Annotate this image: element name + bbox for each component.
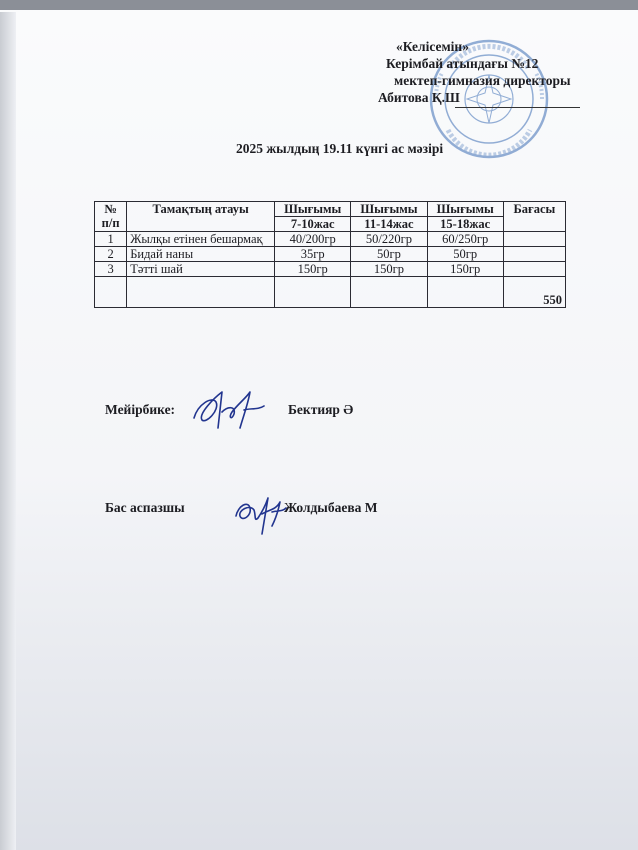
subheader-age-15-18: 15-18жас — [427, 217, 503, 232]
subheader-age-11-14: 11-14жас — [351, 217, 427, 232]
approval-signature-line — [455, 107, 580, 108]
head-cook-signature — [232, 488, 288, 536]
total-price: 550 — [503, 277, 565, 308]
row-yield-3: 60/250гр — [427, 232, 503, 247]
row-yield-1: 35гр — [275, 247, 351, 262]
head-cook-label: Бас аспазшы — [105, 500, 185, 515]
approval-heading: «Келісемін» — [396, 39, 469, 54]
table-row — [95, 247, 566, 262]
table-header-row — [95, 202, 566, 217]
head-cook-name: Жолдыбаева М — [284, 500, 378, 515]
document-title: 2025 жылдың 19.11 күнгі ас мәзірі — [236, 141, 444, 156]
row-price — [503, 232, 565, 247]
approval-position: мектеп-гимназия директоры — [394, 73, 571, 88]
total-empty-cell — [275, 277, 351, 308]
row-dish-name: Бидай наны — [127, 247, 275, 262]
nurse-name: Бектияр Ә — [288, 402, 354, 417]
table-total-row — [95, 277, 566, 308]
header-dish-name: Тамақтың атауы — [127, 202, 275, 232]
menu-table — [94, 201, 566, 308]
total-empty-cell — [351, 277, 427, 308]
row-number: 1 — [95, 232, 127, 247]
table-row — [95, 262, 566, 277]
row-price — [503, 262, 565, 277]
subheader-age-7-10: 7-10жас — [275, 217, 351, 232]
header-yield-1: Шығымы — [275, 202, 351, 217]
row-yield-2: 50гр — [351, 247, 427, 262]
row-dish-name: Жылқы етінен бешармақ — [127, 232, 275, 247]
total-empty-cell — [127, 277, 275, 308]
row-yield-2: 150гр — [351, 262, 427, 277]
row-number: 3 — [95, 262, 127, 277]
row-yield-1: 40/200гр — [275, 232, 351, 247]
approval-school: Керімбай атындағы №12 — [386, 56, 539, 71]
total-empty-cell — [95, 277, 127, 308]
row-dish-name: Тәтті шай — [127, 262, 275, 277]
header-price: Бағасы — [503, 202, 565, 232]
row-yield-3: 150гр — [427, 262, 503, 277]
table-row — [95, 232, 566, 247]
approval-block — [372, 38, 602, 106]
row-yield-1: 150гр — [275, 262, 351, 277]
row-price — [503, 247, 565, 262]
header-yield-2: Шығымы — [351, 202, 427, 217]
header-number: № п/п — [95, 202, 127, 232]
total-empty-cell — [427, 277, 503, 308]
nurse-signature — [188, 384, 268, 436]
page-edge-shadow — [0, 12, 16, 850]
header-yield-3: Шығымы — [427, 202, 503, 217]
approval-director-name: Абитова Қ.Ш — [378, 90, 460, 105]
nurse-label: Мейірбике: — [105, 402, 176, 417]
row-yield-2: 50/220гр — [351, 232, 427, 247]
row-yield-3: 50гр — [427, 247, 503, 262]
row-number: 2 — [95, 247, 127, 262]
